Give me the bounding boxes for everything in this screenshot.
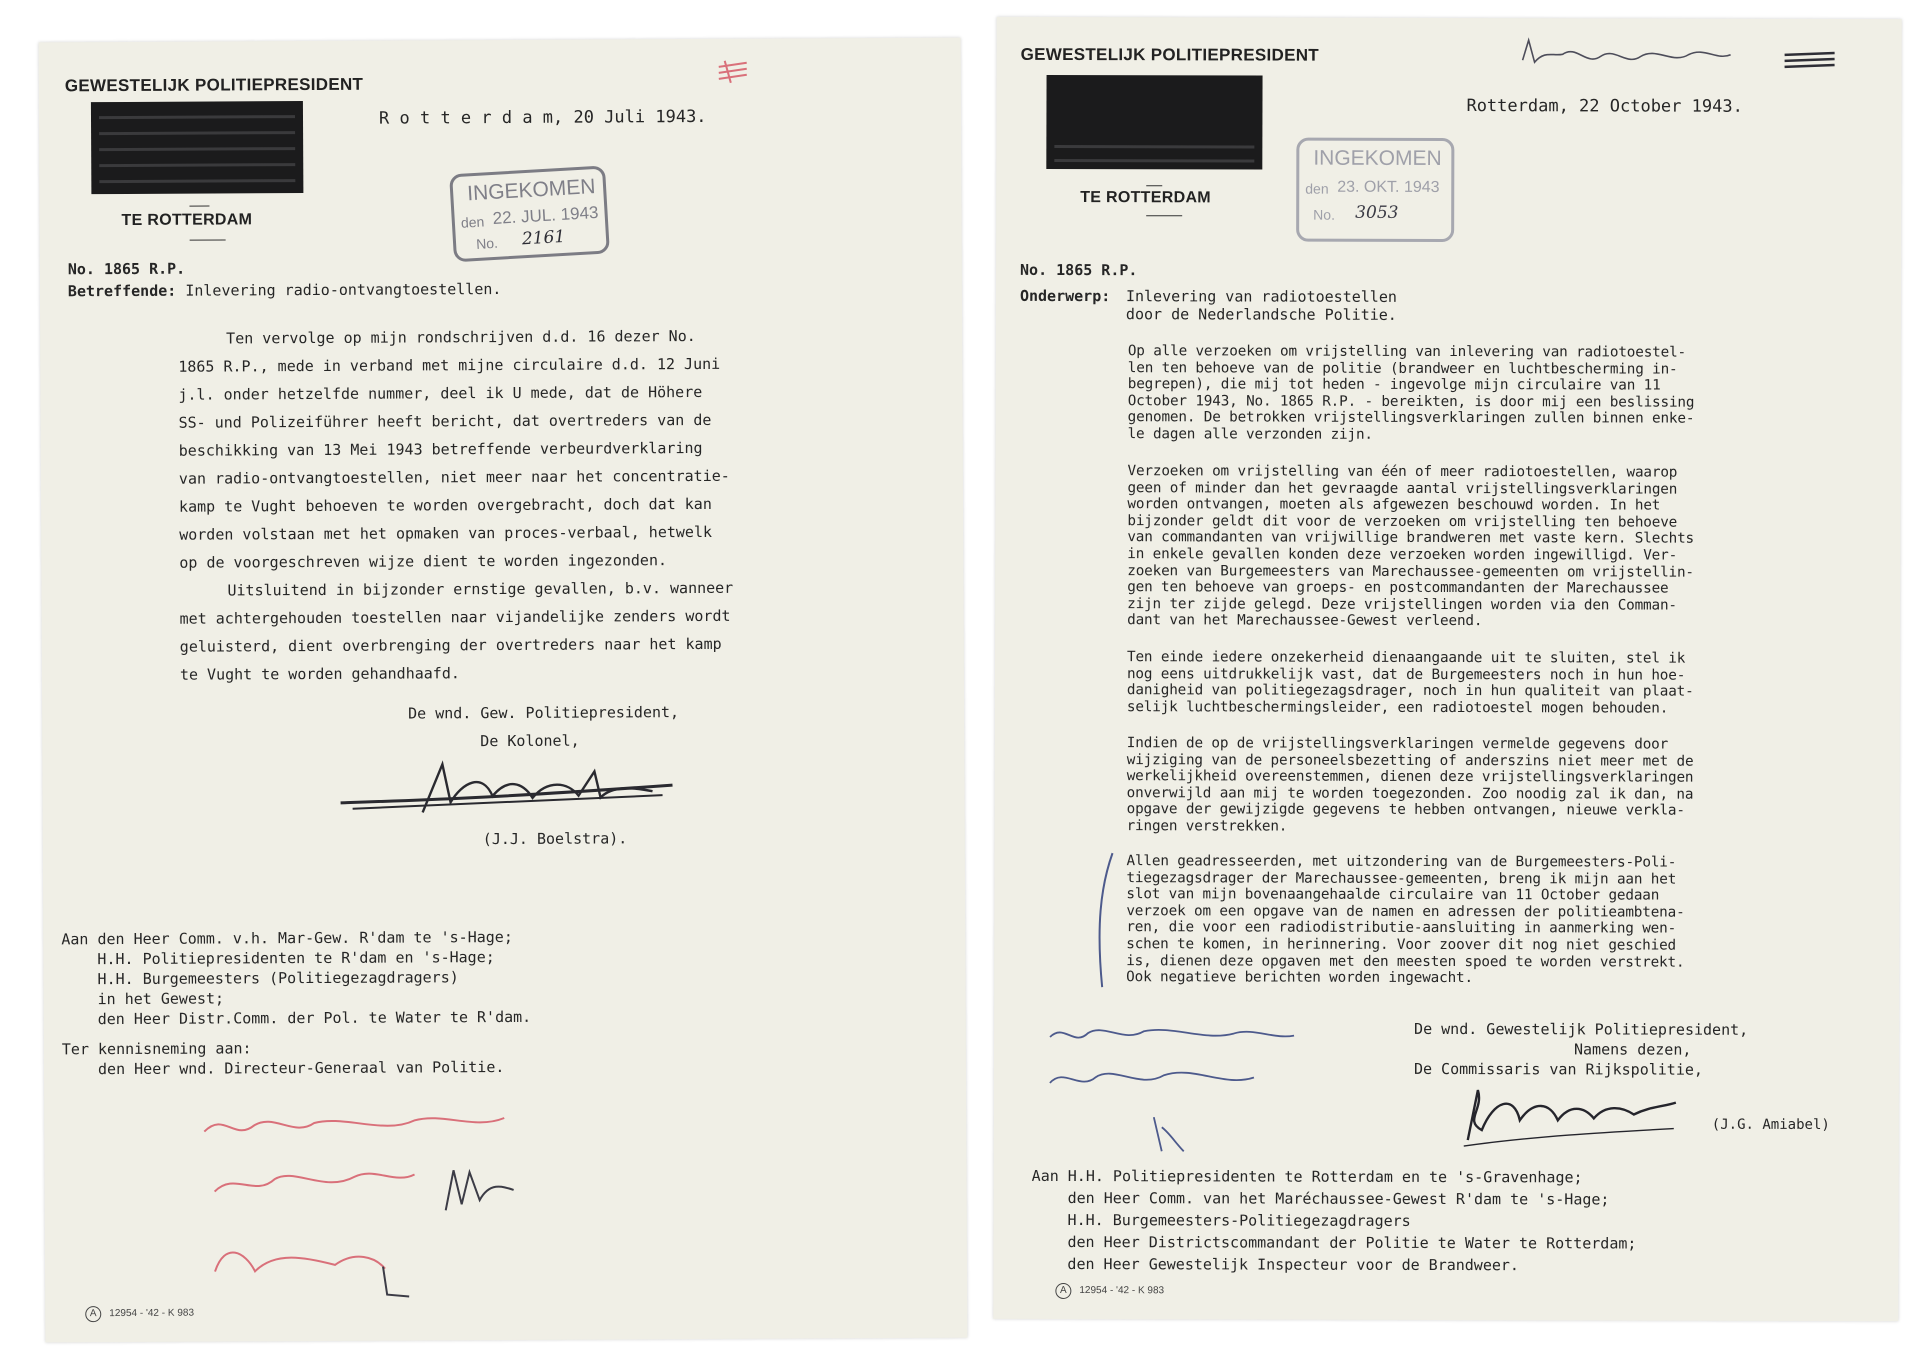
blue-pencil-margin-line	[1090, 847, 1120, 997]
subject-label: Betreffende:	[67, 281, 177, 301]
red-strike-icon	[715, 57, 751, 87]
body-line: 1865 R.P., mede in verband met mijne circulaire d.d. 12 Juni	[178, 354, 721, 376]
date-line: Rotterdam, 22 October 1943.	[1466, 96, 1743, 117]
body-line: Op alle verzoeken om vrijstelling van inlevering van radiotoestel-	[1127, 343, 1687, 361]
subject-text: Inlevering van radiotoestellen	[1125, 287, 1397, 306]
body-line: zoeken van Burgemeesters van Marechaussee-gemeenten om vrijstellin-	[1127, 562, 1694, 581]
body-line: kamp te Vught behoeven te worden overgebracht, doch dat kan	[178, 494, 712, 516]
stamp-title: INGEKOMEN	[1313, 146, 1442, 170]
stamp-number: 2161	[521, 226, 566, 250]
addressee-line: H.H. Burgemeesters (Politiegezagdragers)	[97, 968, 459, 989]
body-line: slot van mijn bovenaangehaalde circulaire van 11 October gedaan	[1126, 886, 1660, 904]
body-line: Indien de op de vrijstellingsverklaringen vermelde gegevens door	[1126, 735, 1669, 753]
body-line: is, dienen deze opgaven met den meesten spoed te worden verstrekt.	[1126, 952, 1685, 971]
stamp-title: INGEKOMEN	[466, 175, 597, 206]
stamp-date: 22. JUL. 1943	[492, 202, 599, 228]
body-line: October 1943, No. 1865 R.P. - bereikten, is door mij een beslissing	[1127, 392, 1695, 411]
body-line: geluisterd, dient overbrenging der overtreders naar het kamp	[179, 634, 722, 656]
footer-code: 12954 - '42 - K 983	[1079, 1285, 1165, 1297]
signature-title: De wnd. Gewestelijk Politiepresident,	[1414, 1019, 1749, 1039]
addressee-line: H.H. Burgemeesters-Politiegezagdragers	[1067, 1211, 1411, 1230]
body-line: tiegezagsdrager der Marechaussee-gemeenten, breng ik mijn aan het	[1126, 869, 1677, 888]
stamp-date-label: den	[1305, 180, 1329, 197]
addressee-line: den Heer Distr.Comm. der Pol. te Water te R'dam.	[97, 1007, 532, 1029]
body-line: le dagen alle verzonden zijn.	[1127, 426, 1373, 443]
body-line: SS- und Polizeiführer heeft bericht, dat overtreders van de	[178, 410, 712, 432]
pencil-mark	[375, 1260, 415, 1300]
body-line: opgave der gewijzigde gegevens te hebben ontvangen, nieuwe verkla-	[1126, 801, 1685, 820]
body-line: Allen geadresseerden, met uitzondering van de Burgemeesters-Poli-	[1126, 853, 1677, 871]
org-name: GEWESTELIJK POLITIEPRESIDENT	[64, 74, 364, 96]
body-line: Ook negatieve berichten worden ingewacht.	[1126, 969, 1473, 987]
divider	[190, 239, 226, 240]
body-line: schen te komen, in herinnering. Voor zoover dit nog niet geschied	[1126, 936, 1677, 954]
subject-label: Onderwerp:	[1019, 286, 1111, 306]
received-stamp	[449, 165, 610, 262]
body-line: begrepen), die mij tot heden - ingevolge mijn circulaire van 11	[1127, 376, 1661, 394]
subject-text: door de Nederlandsche Politie.	[1125, 305, 1397, 324]
print-code	[1055, 1283, 1164, 1299]
body-line: worden ontvangen, moeten als afgewezen beschouwd worden. In het	[1127, 496, 1661, 514]
body-line: worden volstaan met het opmaken van proces-verbaal, hetwelk	[179, 522, 713, 544]
reference-number: No. 1865 R.P.	[1020, 260, 1138, 280]
body-line: gen ten behoeve van groeps- en postcommandanten der Marechaussee	[1127, 579, 1669, 597]
stamp-date: 23. OKT. 1943	[1337, 178, 1440, 196]
received-stamp	[1296, 138, 1454, 242]
body-line: te Vught te worden gehandhaafd.	[179, 664, 460, 684]
body-line: j.l. onder hetzelfde nummer, deel ik U mede, dat de Höhere	[178, 382, 703, 404]
signer-name: (J.G. Amiabel)	[1711, 1116, 1830, 1134]
letter-right	[993, 17, 1901, 1321]
body-line: len ten behoeve van de politie (brandweer en luchtbescherming in-	[1127, 359, 1678, 378]
divider	[189, 206, 209, 207]
body-line: wijziging van de personeelsbezetting of anderszins niet meer met de	[1126, 751, 1694, 770]
redaction-block	[1046, 75, 1262, 170]
signer-name: (J.J. Boelstra).	[482, 829, 628, 849]
print-code	[85, 1306, 194, 1323]
org-city: TE ROTTERDAM	[121, 211, 253, 229]
body-line: bijzonder geldt dit voor de verzoeken om vrijstelling ten behoeve	[1127, 512, 1678, 531]
body-line: dant van het Marechaussee-Gewest verleend.	[1127, 612, 1483, 630]
printer-logo-icon: A	[85, 1306, 101, 1322]
org-name: GEWESTELIJK POLITIEPRESIDENT	[1020, 44, 1320, 65]
body-line: ren, die voor een radiodistributie-aansluiting in aanmerking wen-	[1126, 919, 1677, 937]
body-line: Ten einde iedere onzekerheid dienaangaande uit te sluiten, stel ik	[1127, 649, 1686, 667]
body-line: van radio-ontvangtoestellen, niet meer naar het concentratie-	[178, 466, 730, 488]
stamp-no-label: No.	[1313, 206, 1336, 223]
subject	[68, 280, 502, 300]
body-line: nog eens uitdrukkelijk vast, dat de Burgemeesters noch in hun hoe-	[1126, 665, 1686, 684]
stamp-date-label: den	[460, 213, 485, 231]
pencil-initials	[439, 1160, 529, 1220]
body-line: Ten vervolge op mijn rondschrijven d.d. 16 dezer No.	[226, 326, 696, 348]
body-line: zijn ter zijde gelegd. Deze vrijstellingen worden via den Comman-	[1127, 595, 1677, 614]
body-line: met achtergehouden toestellen naar vijandelijke zenders wordt	[179, 606, 731, 628]
addressee-line: den Heer Gewestelijk Inspecteur voor de Brandweer.	[1067, 1255, 1520, 1275]
body-line: ringen verstrekken.	[1126, 818, 1288, 835]
cc-label: Ter kennisneming aan:	[61, 1039, 252, 1059]
subject-text: Inlevering radio-ontvangtoestellen.	[185, 280, 502, 300]
handwritten-note	[1517, 32, 1737, 79]
stamp-number: 3053	[1355, 202, 1399, 223]
printer-logo-icon: A	[1055, 1283, 1071, 1299]
body-line: selijk luchtbeschermingsleider, een radiotoestel mogen behouden.	[1126, 698, 1669, 717]
signature-title: De wnd. Gew. Politiepresident,	[408, 703, 680, 723]
handwritten-signature	[1454, 1080, 1684, 1151]
body-line: danigheid van politiegezagsdrager, noch in hun qualiteit van plaat-	[1126, 682, 1694, 700]
signature-rank: De Commissaris van Rijkspolitie,	[1413, 1059, 1703, 1079]
body-line: Uitsluitend in bijzonder ernstige gevallen, b.v. wanneer	[227, 578, 734, 600]
body-line: in enkele gevallen konden deze verzoeken worden ingewilligd. Ver-	[1127, 546, 1678, 564]
body-line: van commandanten van vrijwillige brandweren met vaste kern. Slechts	[1127, 529, 1695, 548]
body-line: verzoek om een opgave van de namen en adressen der politieambtena-	[1126, 902, 1685, 921]
addressee-line: den Heer Districtscommandant der Politie te Water te Rotterdam;	[1067, 1233, 1637, 1253]
body-line: op de voorgeschreven wijze dient te worden ingezonden.	[179, 551, 668, 572]
signature-namens: Namens dezen,	[1573, 1040, 1692, 1059]
body-line: genomen. De betrokken vrijstellingsverklaringen zullen binnen enke-	[1127, 409, 1695, 428]
body-line: geen of minder dan het gevraagde aantal vrijstellingsverklaringen	[1127, 479, 1678, 498]
body-line: beschikking van 13 Mei 1943 betreffende verbeurdverklaring	[178, 438, 703, 460]
date-line: R o t t e r d a m, 20 Juli 1943.	[378, 106, 707, 129]
reference-number: No. 1865 R.P.	[67, 259, 186, 279]
divider	[1146, 185, 1162, 186]
addressee-line: Aan den Heer Comm. v.h. Mar-Gew. R'dam te 's-Hage;	[61, 927, 513, 949]
blue-pencil-annotation	[1044, 1017, 1304, 1158]
strike-mark-icon	[1781, 45, 1841, 75]
addressee-line: in het Gewest;	[97, 989, 225, 1009]
footer-code: 12954 - '42 - K 983	[109, 1307, 195, 1320]
body-line: Verzoeken om vrijstelling van één of meer radiotoestellen, waarop	[1127, 463, 1678, 481]
addressee-line: H.H. Politiepresidenten te R'dam en 's-Hage;	[97, 948, 495, 969]
handwritten-signature	[332, 751, 692, 825]
redaction-block	[91, 101, 303, 194]
stamp-no-label: No.	[475, 234, 499, 252]
body-line: onverwijld aan mij te worden toegezonden. Zoo noodig zal ik dan, na	[1126, 784, 1694, 803]
letter-left	[39, 38, 968, 1343]
addressee-line: Aan H.H. Politiepresidenten te Rotterdam en te 's-Gravenhage;	[1031, 1166, 1583, 1187]
signature-rank: De Kolonel,	[480, 731, 580, 751]
cc-line: den Heer wnd. Directeur-Generaal van Politie.	[97, 1057, 505, 1079]
divider	[1146, 215, 1182, 216]
addressee-line: den Heer Comm. van het Maréchaussee-Gewest R'dam te 's-Hage;	[1067, 1189, 1610, 1209]
org-city: TE ROTTERDAM	[1080, 189, 1211, 207]
body-line: werkelijkheid overeenstemmen, dienen deze vrijstellingsverklaringen	[1126, 768, 1694, 786]
